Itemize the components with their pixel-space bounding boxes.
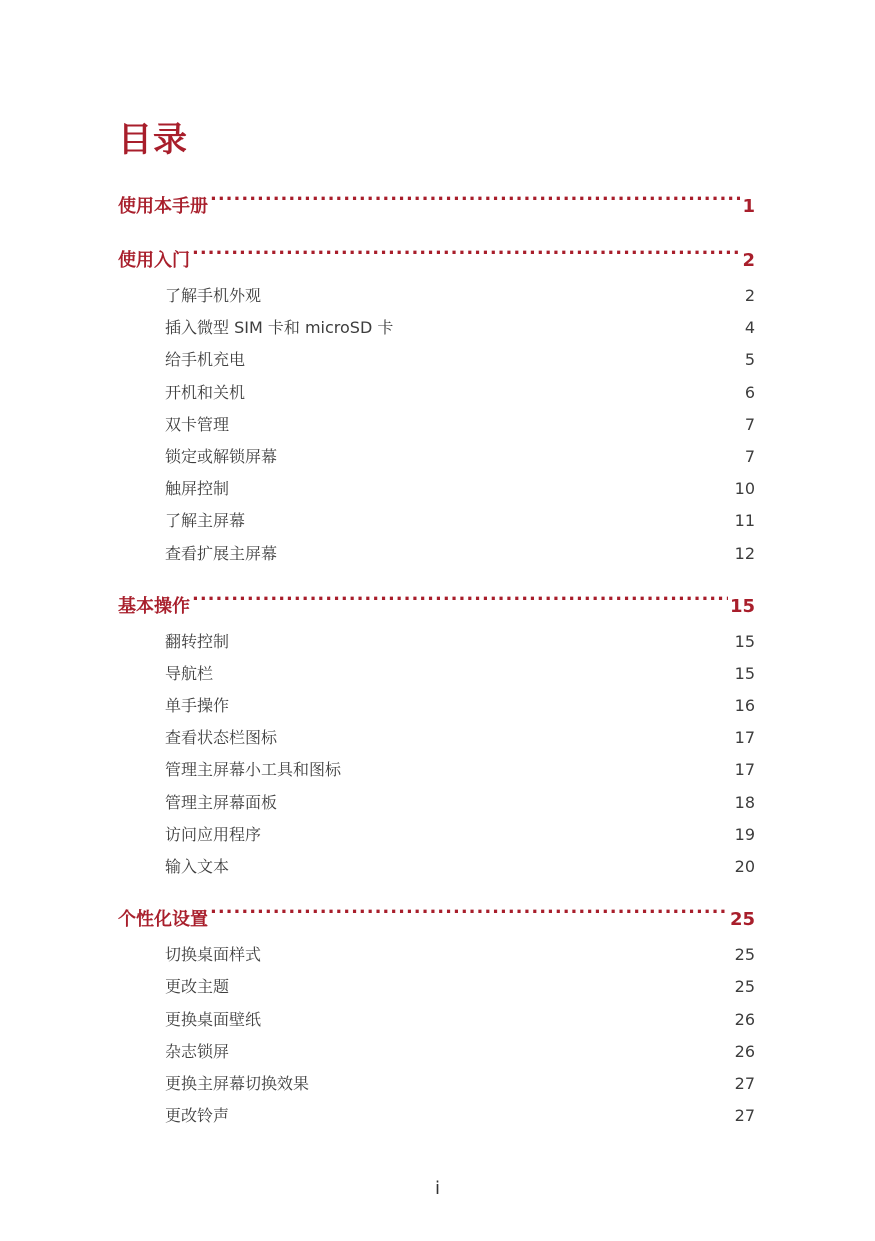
dot-leader	[231, 1045, 733, 1057]
dot-leader	[279, 731, 733, 743]
toc-chapter-label: 使用本手册	[118, 196, 208, 217]
toc-chapter-entry[interactable]	[118, 190, 755, 224]
toc-subentry-label: 翻转控制	[165, 631, 230, 651]
dot-leader	[231, 482, 733, 494]
toc-subentry[interactable]	[118, 626, 755, 658]
dot-leader	[215, 667, 733, 679]
toc-section	[118, 190, 755, 224]
dot-leader	[279, 547, 733, 559]
toc-subentry-page-number: 15	[734, 663, 755, 683]
toc-subentry-page-number: 16	[734, 696, 755, 716]
toc-chapter-entry[interactable]	[118, 590, 755, 624]
toc-subentry[interactable]	[118, 344, 755, 376]
dot-leader	[311, 1077, 733, 1089]
toc-subentry-page-number: 20	[734, 857, 755, 876]
toc-subentry-label: 了解手机外观	[165, 286, 262, 305]
toc-subentry-label: 开机和关机	[165, 382, 246, 402]
toc-subentry-page-number: 2	[744, 286, 755, 305]
toc-subentry-label: 切换桌面样式	[165, 945, 262, 965]
toc-subentry[interactable]	[118, 1036, 755, 1068]
dot-leader	[192, 594, 728, 612]
toc-subentry[interactable]	[118, 409, 755, 441]
toc-subentry[interactable]	[118, 851, 755, 883]
toc-subentry-page-number: 26	[734, 1009, 755, 1029]
dot-leader	[263, 289, 743, 301]
dot-leader	[343, 763, 733, 775]
toc-subentry[interactable]	[118, 312, 755, 344]
toc-section	[118, 244, 755, 570]
toc-subentry-label: 插入微型 SIM 卡和 microSD 卡	[165, 318, 394, 338]
toc-subentry[interactable]	[118, 441, 755, 473]
toc-subentry-page-number: 12	[734, 543, 755, 563]
toc-section	[118, 590, 755, 884]
toc-subentry-label: 输入文本	[165, 857, 230, 876]
toc-subentry-page-number: 15	[734, 631, 755, 651]
toc-chapter-entry[interactable]	[118, 244, 755, 278]
toc-subentry[interactable]	[118, 971, 755, 1003]
toc-subentry-page-number: 25	[734, 977, 755, 997]
toc-subentry[interactable]	[118, 754, 755, 786]
toc-subentry[interactable]	[118, 690, 755, 722]
toc-subentry-label: 锁定或解锁屏幕	[165, 446, 278, 466]
toc-subentry-label: 给手机充电	[165, 350, 246, 370]
toc-subentry[interactable]	[118, 1004, 755, 1036]
toc-subentry[interactable]	[118, 280, 755, 312]
toc-subentry-page-number: 4	[744, 318, 755, 338]
page-title: 目录	[118, 120, 188, 160]
toc-subentry-label: 双卡管理	[165, 414, 230, 434]
dot-leader	[231, 1109, 733, 1121]
dot-leader	[247, 386, 743, 398]
toc-chapter-label: 基本操作	[118, 595, 190, 617]
toc-subentry-label: 单手操作	[165, 696, 230, 716]
toc-subentry-page-number: 11	[734, 511, 755, 531]
toc-subentry[interactable]	[118, 538, 755, 570]
toc-chapter-label: 使用入门	[118, 250, 190, 271]
toc-subentry-page-number: 7	[744, 414, 755, 434]
toc-subentry-label: 触屏控制	[165, 479, 230, 499]
toc-subentry[interactable]	[118, 658, 755, 690]
dot-leader	[192, 248, 740, 266]
toc-subentry-label: 杂志锁屏	[165, 1041, 230, 1061]
toc-subentry-label: 查看状态栏图标	[165, 728, 278, 748]
toc-subentry-label: 查看扩展主屏幕	[165, 543, 278, 563]
toc-section	[118, 903, 755, 1132]
dot-leader	[263, 1013, 733, 1025]
dot-leader	[231, 418, 743, 430]
toc-subentry-page-number: 5	[744, 350, 755, 370]
toc-subentry-label: 更改主题	[165, 977, 230, 997]
dot-leader	[263, 948, 733, 960]
dot-leader	[231, 699, 733, 711]
toc-subentry[interactable]	[118, 787, 755, 819]
toc-subentry[interactable]	[118, 939, 755, 971]
toc-subentry[interactable]	[118, 819, 755, 851]
dot-leader	[231, 860, 733, 872]
dot-leader	[395, 321, 742, 333]
dot-leader	[210, 194, 740, 212]
toc-chapter-entry[interactable]	[118, 903, 755, 937]
toc-subentry-page-number: 6	[744, 382, 755, 402]
toc-subentry-page-number: 26	[734, 1041, 755, 1061]
toc-chapter-page-number: 1	[742, 196, 755, 217]
table-of-contents	[118, 190, 755, 1152]
page-number: i	[434, 1178, 440, 1199]
toc-subentry-label: 管理主屏幕小工具和图标	[165, 760, 342, 780]
toc-subentry[interactable]	[118, 473, 755, 505]
toc-subentry-label: 导航栏	[165, 663, 214, 683]
toc-subentry[interactable]	[118, 722, 755, 754]
toc-subentry-page-number: 27	[734, 1073, 755, 1093]
toc-subentry-label: 更换主屏幕切换效果	[165, 1073, 310, 1093]
toc-chapter-page-number: 25	[729, 909, 755, 931]
toc-subentry-page-number: 27	[734, 1106, 755, 1126]
toc-subentry-label: 访问应用程序	[165, 824, 262, 844]
dot-leader	[210, 907, 728, 925]
dot-leader	[279, 796, 733, 808]
toc-subentry-label: 管理主屏幕面板	[165, 792, 278, 812]
toc-chapter-page-number: 2	[742, 250, 755, 271]
dot-leader	[231, 980, 733, 992]
toc-subentry-label: 更改铃声	[165, 1106, 230, 1126]
toc-subentry-page-number: 19	[734, 824, 755, 844]
toc-subentry-label: 更换桌面壁纸	[165, 1009, 262, 1029]
toc-subentry[interactable]	[118, 1068, 755, 1100]
dot-leader	[263, 828, 733, 840]
toc-subentry-page-number: 25	[734, 945, 755, 965]
toc-subentry-page-number: 18	[734, 792, 755, 812]
dot-leader	[247, 353, 743, 365]
toc-subentry-page-number: 17	[734, 728, 755, 748]
dot-leader	[247, 514, 733, 526]
dot-leader	[279, 450, 743, 462]
toc-subentry[interactable]	[118, 377, 755, 409]
toc-subentry[interactable]	[118, 1100, 755, 1132]
toc-subentry-page-number: 17	[734, 760, 755, 780]
toc-chapter-label: 个性化设置	[118, 909, 208, 931]
toc-subentry[interactable]	[118, 505, 755, 537]
toc-subentry-page-number: 10	[734, 479, 755, 499]
dot-leader	[231, 635, 733, 647]
toc-subentry-label: 了解主屏幕	[165, 511, 246, 531]
toc-chapter-page-number: 15	[729, 595, 755, 617]
toc-subentry-page-number: 7	[744, 446, 755, 466]
